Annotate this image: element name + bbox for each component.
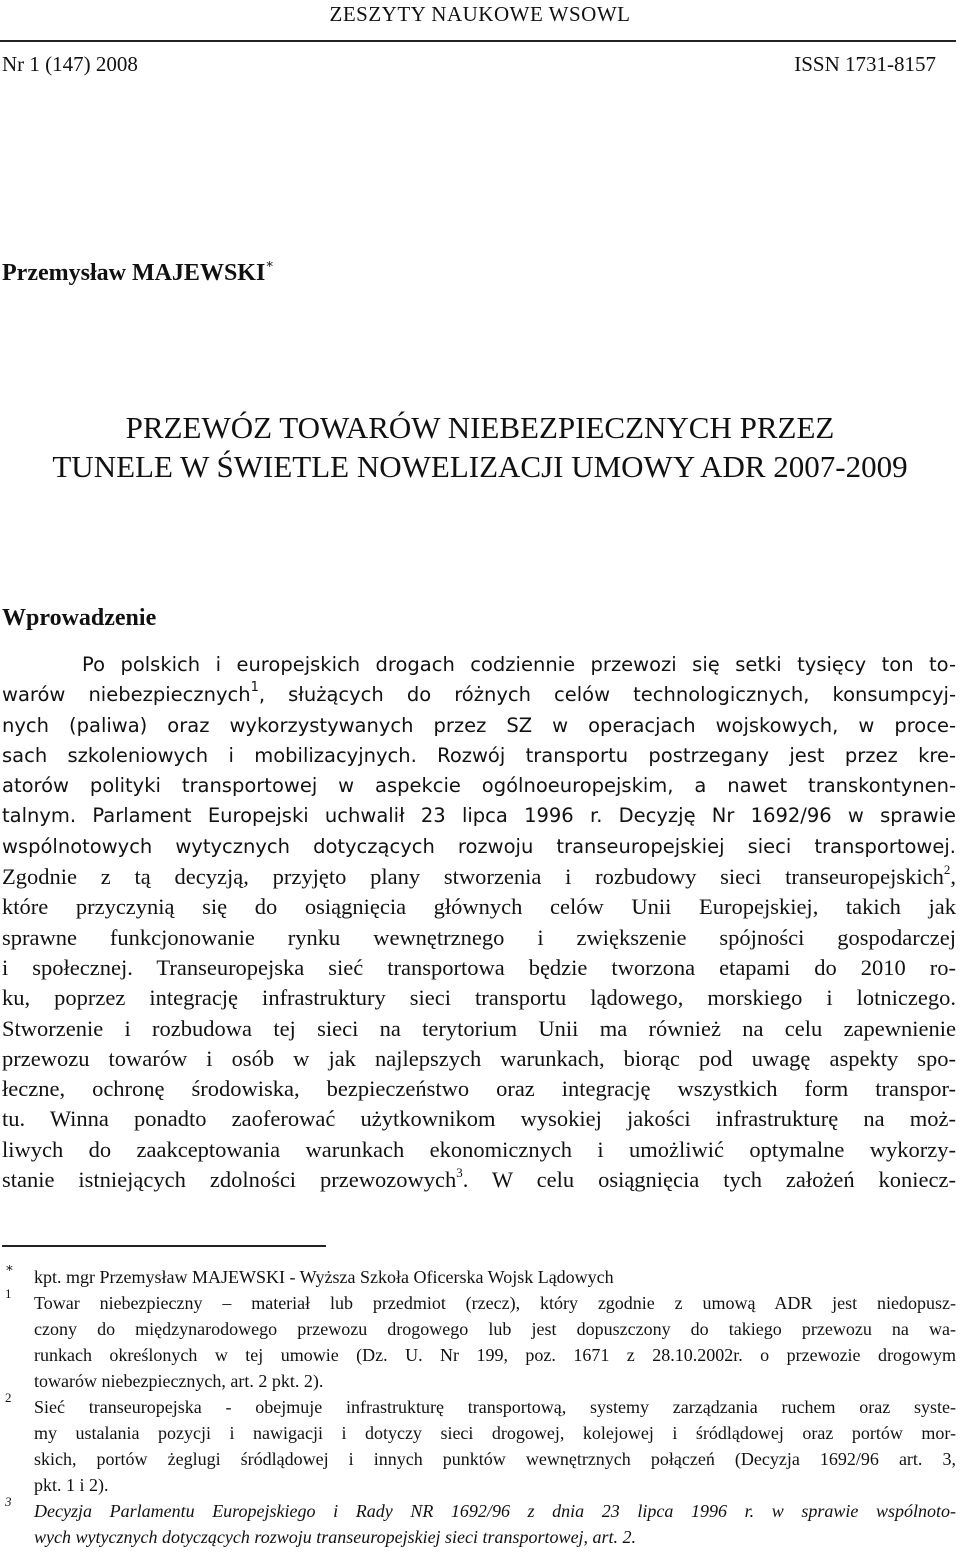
body-line: tu. Winna ponadto zaoferować użytkownikom wysokiej jakości infrastrukturę na moż-	[2, 1106, 956, 1132]
body-line	[2, 862, 956, 892]
body-text	[2, 650, 956, 1195]
footnote-line: pkt. 1 i 2).	[34, 1475, 109, 1495]
article-title	[0, 408, 960, 486]
author-name	[2, 256, 274, 287]
footnote-ref: 1	[250, 680, 259, 696]
footnote-3	[0, 1494, 956, 1550]
body-line: atorów polityki transportowej w aspekcie ogólnoeuropejskim, a nawet transkontynen-	[2, 774, 956, 798]
footnote-line: Decyzja Parlamentu Europejskiego i Rady NR 1692/96 z dnia 23 lipca 1996 r. w sprawie wspólnoto-	[34, 1501, 956, 1521]
body-line: wspólnotowych wytycznych dotyczących rozwoju transeuropejskiej sieci transportowej.	[2, 834, 956, 858]
body-text-span: , służących do różnych celów technologicznych, konsumpcyj-	[258, 683, 956, 707]
body-line: które przyczynią się do osiągnięcia głównych celów Unii Europejskiej, takich jak	[2, 894, 956, 920]
footnote-line: wych wytycznych dotyczących rozwoju transeuropejskiej sieci transportowej, art. 2.	[34, 1527, 637, 1547]
footnote-line: czony do międzynarodowego przewozu drogowego lub jest dopuszczony do takiego przewozu na wa-	[34, 1319, 956, 1339]
section-heading: Wprowadzenie	[2, 605, 157, 631]
body-text-span: . W celu osiągnięcia tych założeń koniecz-	[462, 1167, 956, 1193]
footnote-ref: 3	[456, 1165, 463, 1181]
body-line: Po polskich i europejskich drogach codziennie przewozi się setki tysięcy ton to-	[82, 653, 956, 676]
footnote-line: kpt. mgr Przemysław MAJEWSKI - Wyższa Szkoła Oficerska Wojsk Lądowych	[34, 1267, 614, 1287]
body-line	[2, 1165, 956, 1195]
footnote-line: Towar niebezpieczny – materiał lub przedmiot (rzecz), który zgodnie z umową ADR jest niedopusz-	[34, 1293, 956, 1313]
footnotes	[0, 1260, 960, 1550]
footnote-line: skich, portów żeglugi śródlądowej i innych punktów wewnętrznych połączeń (Decyzja 1692/96 art. 3,	[34, 1449, 956, 1469]
header-rule	[0, 40, 956, 42]
body-line: talnym. Parlament Europejski uchwalił 23 lipca 1996 r. Decyzję Nr 1692/96 w sprawie	[2, 804, 956, 828]
footnote-2	[0, 1390, 956, 1498]
footnote-rule	[2, 1245, 326, 1247]
body-line: Stworzenie i rozbudowa tej sieci na terytorium Unii ma również na celu zapewnienie	[2, 1015, 956, 1041]
footnote-mark: ∗	[5, 1260, 14, 1275]
body-line: i społecznej. Transeuropejska sieć transportowa będzie tworzona etapami do 2010 ro-	[2, 954, 956, 980]
body-line: nych (paliwa) oraz wykorzystywanych przez SZ w operacjach wojskowych, w proce-	[2, 713, 956, 737]
body-line: przewozu towarów i osób w jak najlepszych warunkach, biorąc pod uwagę aspekty spo-	[2, 1045, 956, 1071]
footnote-line: towarów niebezpiecznych, art. 2 pkt. 2).	[34, 1371, 324, 1391]
footnote-mark: 3	[5, 1494, 12, 1509]
footnote-line: Sieć transeuropejska - obejmuje infrastrukturę transportową, systemy zarządzania ruchem oraz syste-	[34, 1397, 956, 1417]
footnote-author	[0, 1260, 956, 1290]
footnote-ref: 2	[943, 862, 951, 878]
body-text-span: ,	[950, 864, 956, 890]
footnote-mark: 2	[5, 1390, 12, 1405]
issn: ISSN 1731-8157	[794, 52, 936, 76]
body-text-span: Zgodnie z tą decyzją, przyjęto plany stworzenia i rozbudowy sieci transeuropejskich	[2, 864, 944, 890]
body-line: łeczne, ochronę środowiska, bezpieczeństwo oraz integrację wszystkich form transpor-	[2, 1076, 956, 1102]
body-line: sprawne funkcjonowanie rynku wewnętrznego i zwiększenie spójności gospodarczej	[2, 924, 956, 950]
author-footnote-mark: ∗	[265, 256, 275, 271]
body-line: sach szkoleniowych i mobilizacyjnych. Rozwój transportu postrzegany jest przez kre-	[2, 743, 956, 767]
journal-name: ZESZYTY NAUKOWE WSOWL	[329, 2, 631, 26]
body-line: liwych do zaakceptowania warunkach ekonomicznych i umożliwić optymalne wykorzy-	[2, 1136, 956, 1162]
body-line: ku, poprzez integrację infrastruktury sieci transportu lądowego, morskiego i lotniczego.	[2, 985, 956, 1011]
body-text-span: warów niebezpiecznych	[2, 683, 251, 707]
title-line-1: PRZEWÓZ TOWARÓW NIEBEZPIECZNYCH PRZEZ	[125, 410, 835, 445]
author-name-text: Przemysław MAJEWSKI	[2, 260, 266, 286]
footnote-line: runkach określonych w tej umowie (Dz. U. Nr 199, poz. 1671 z 28.10.2002r. o przewozie drogowym	[34, 1345, 956, 1365]
footnote-1	[0, 1286, 956, 1394]
footnote-mark: 1	[5, 1286, 12, 1301]
title-line-2: TUNELE W ŚWIETLE NOWELIZACJI UMOWY ADR 2007-2009	[52, 449, 908, 484]
body-line	[2, 680, 956, 710]
issue-number: Nr 1 (147) 2008	[2, 52, 138, 76]
footnote-line: my ustalania pozycji i nawigacji i dotyczy sieci drogowej, kolejowej i śródlądowej oraz portów mor-	[34, 1423, 956, 1443]
body-text-span: stanie istniejących zdolności przewozowych	[2, 1167, 457, 1193]
